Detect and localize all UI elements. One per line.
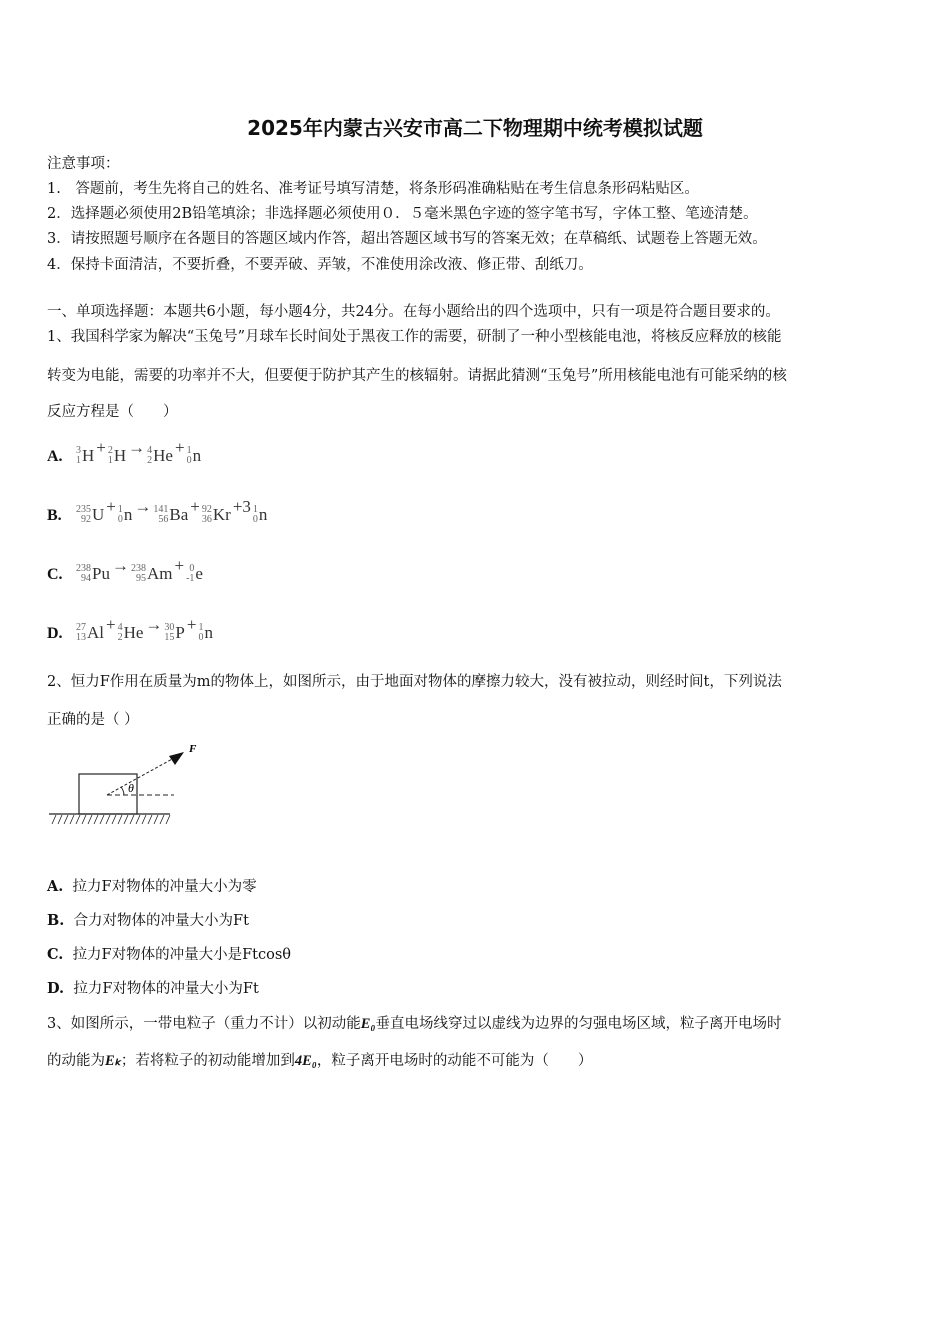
angle-label: θ bbox=[128, 781, 134, 795]
option-letter: B. bbox=[47, 912, 65, 929]
text: ；若将粒子的初动能增加到 bbox=[120, 1053, 295, 1069]
option-a[interactable] bbox=[47, 875, 257, 896]
mass-number: 1 bbox=[252, 504, 258, 515]
atomic-number: 1 bbox=[76, 455, 81, 466]
text: 3、如图所示，一带电粒子（重力不计）以初动能 bbox=[47, 1016, 361, 1032]
option-text: 拉力F对物体的冲量大小为零 bbox=[72, 879, 257, 895]
atomic-number: 94 bbox=[81, 573, 91, 584]
nuclide bbox=[76, 623, 104, 643]
mass-number: 1 bbox=[198, 622, 204, 633]
notice-item: 4．保持卡面清洁，不要折叠，不要弄破、弄皱，不准使用涂改液、修正带、刮纸刀。 bbox=[47, 257, 593, 273]
mass-number: 141 bbox=[153, 504, 169, 515]
element-symbol: He bbox=[153, 446, 173, 465]
text: 的动能为 bbox=[47, 1053, 105, 1069]
text: ，粒子离开电场时的动能不可能为（ ） bbox=[316, 1053, 593, 1069]
atomic-number: 2 bbox=[147, 455, 153, 466]
atomic-number: 0 bbox=[186, 455, 192, 466]
element-symbol: H bbox=[113, 446, 127, 465]
reaction-equation bbox=[76, 438, 201, 466]
option-d[interactable] bbox=[47, 977, 259, 998]
option-letter: B. bbox=[47, 507, 62, 524]
e0-symbol: E₀ bbox=[360, 1016, 376, 1032]
nuclide bbox=[153, 505, 188, 525]
notice-heading: 注意事项： bbox=[47, 156, 120, 172]
nuclide bbox=[108, 446, 126, 466]
element-symbol: n bbox=[123, 505, 133, 524]
nuclide bbox=[118, 505, 133, 525]
text: 垂直电场线穿过以虚线为边界的匀强电场区域，粒子离开电场时 bbox=[375, 1016, 782, 1032]
mass-number: 4 bbox=[117, 622, 123, 633]
element-symbol: Ba bbox=[169, 505, 189, 524]
element-symbol: P bbox=[175, 623, 185, 642]
option-letter: D. bbox=[47, 980, 65, 997]
atomic-number: 13 bbox=[76, 632, 86, 643]
nuclide bbox=[187, 446, 202, 466]
operator: + bbox=[106, 497, 116, 516]
nuclide bbox=[118, 623, 144, 643]
operator: + bbox=[174, 556, 185, 575]
option-b[interactable] bbox=[47, 909, 249, 930]
operator: → bbox=[128, 438, 146, 457]
question-3-text bbox=[47, 1012, 781, 1033]
nuclide bbox=[202, 505, 231, 525]
atomic-number: 56 bbox=[158, 514, 169, 525]
option-letter: C. bbox=[47, 566, 63, 583]
reaction-equation bbox=[76, 615, 213, 643]
nuclide bbox=[186, 564, 203, 584]
question-3-text bbox=[47, 1049, 592, 1070]
nuclide bbox=[76, 446, 94, 466]
nuclide bbox=[253, 505, 268, 525]
atomic-number: 15 bbox=[164, 632, 175, 643]
atomic-number: 0 bbox=[252, 514, 258, 525]
mass-number: 238 bbox=[76, 563, 91, 574]
mass-number: 1 bbox=[186, 445, 192, 456]
nuclide bbox=[131, 564, 173, 584]
notice-item: 1. 答题前，考生先将自己的姓名、准考证号填写清楚，将条形码准确粘贴在考生信息条形码粘贴区。 bbox=[47, 181, 699, 197]
force-label: F bbox=[189, 743, 197, 755]
option-text: 拉力F对物体的冲量大小是Ftcosθ bbox=[72, 947, 292, 963]
atomic-number: 2 bbox=[117, 632, 123, 643]
mass-number: 27 bbox=[76, 622, 86, 633]
notice-item: 3．请按照题号顺序在各题目的答题区域内作答，超出答题区域书写的答案无效；在草稿纸、试题卷上答题无效。 bbox=[47, 231, 767, 247]
operator: + bbox=[174, 438, 185, 457]
element-symbol: e bbox=[195, 564, 203, 583]
option-letter: A. bbox=[47, 448, 63, 465]
mass-number: 0 bbox=[189, 563, 195, 574]
atomic-number: 0 bbox=[198, 632, 204, 643]
option-letter: C. bbox=[47, 946, 64, 963]
operator: → bbox=[111, 556, 129, 575]
force-diagram bbox=[44, 738, 197, 828]
force-line bbox=[107, 758, 174, 795]
mass-number: 2 bbox=[107, 445, 113, 456]
atomic-number: 36 bbox=[201, 514, 212, 525]
atomic-number: 95 bbox=[135, 573, 146, 584]
mass-number: 4 bbox=[147, 445, 153, 456]
reaction-equation bbox=[76, 497, 267, 525]
element-symbol: Am bbox=[146, 564, 173, 583]
atomic-number: -1 bbox=[186, 573, 195, 584]
question-1-text: 1、我国科学家为解决“玉兔号”月球车长时间处于黑夜工作的需要，研制了一种小型核能电池，将核反应释放的核能 bbox=[47, 329, 782, 345]
option-text: 拉力F对物体的冲量大小为Ft bbox=[73, 981, 259, 997]
operator: → bbox=[145, 615, 163, 634]
atomic-number: 0 bbox=[117, 514, 123, 525]
question-2-text: 正确的是（ ） bbox=[47, 712, 139, 728]
atomic-number: 92 bbox=[81, 514, 91, 525]
mass-number: 92 bbox=[201, 504, 212, 515]
operator: + bbox=[190, 497, 200, 516]
arrow-head-icon bbox=[169, 752, 184, 765]
notice-item: 2．选择题必须使用2B铅笔填涂；非选择题必须使用０．５毫米黑色字迹的签字笔书写，字体工整、笔迹清楚。 bbox=[47, 206, 758, 222]
mass-number: 3 bbox=[76, 445, 81, 456]
mass-number: 30 bbox=[164, 622, 175, 633]
element-symbol: H bbox=[82, 446, 95, 465]
reaction-equation bbox=[76, 556, 203, 584]
option-c[interactable] bbox=[47, 943, 291, 964]
angle-arc bbox=[121, 787, 124, 795]
mass-number: 235 bbox=[76, 504, 91, 515]
question-1-text: 转变为电能，需要的功率并不大，但要便于防护其产生的核辐射。请据此猜测“玉兔号”所用核能电池有可能采纳的核 bbox=[47, 368, 787, 384]
question-1-text: 反应方程是（ ） bbox=[47, 404, 178, 420]
element-symbol: Kr bbox=[212, 505, 231, 524]
operator: → bbox=[134, 497, 152, 516]
nuclide bbox=[147, 446, 173, 466]
nuclide bbox=[76, 505, 104, 525]
nuclide bbox=[76, 564, 110, 584]
mass-number: 1 bbox=[117, 504, 123, 515]
question-2-text: 2、恒力F作用在质量为m的物体上，如图所示，由于地面对物体的摩擦力较大，没有被拉动，则经时间t，下列说法 bbox=[47, 674, 782, 690]
element-symbol: n bbox=[204, 623, 213, 642]
atomic-number: 1 bbox=[107, 455, 113, 466]
operator: + bbox=[186, 615, 197, 634]
element-symbol: n bbox=[192, 446, 202, 465]
element-symbol: U bbox=[92, 505, 105, 524]
element-symbol: n bbox=[258, 505, 268, 524]
option-letter: A. bbox=[47, 878, 64, 895]
nuclide bbox=[198, 623, 213, 643]
page-title: 2025年内蒙古兴安市高二下物理期中统考模拟试题 bbox=[247, 116, 703, 140]
element-symbol: Al bbox=[87, 623, 104, 642]
element-symbol: Pu bbox=[92, 564, 110, 583]
mass-number: 238 bbox=[130, 563, 146, 574]
section-heading: 一、单项选择题：本题共6小题，每小题4分，共24分。在每小题给出的四个选项中，只有一项是符合题目要求的。 bbox=[47, 304, 780, 320]
4e0-symbol: 4E₀ bbox=[294, 1053, 317, 1069]
ground-hatching bbox=[52, 815, 170, 824]
nuclide bbox=[164, 623, 184, 643]
option-text: 合力对物体的冲量大小为Ft bbox=[73, 913, 249, 929]
element-symbol: He bbox=[123, 623, 144, 642]
ek-symbol: Eₖ bbox=[105, 1053, 121, 1069]
operator: +3 bbox=[232, 497, 251, 516]
option-letter: D. bbox=[47, 625, 63, 642]
operator: + bbox=[96, 438, 106, 457]
operator: + bbox=[106, 615, 116, 634]
